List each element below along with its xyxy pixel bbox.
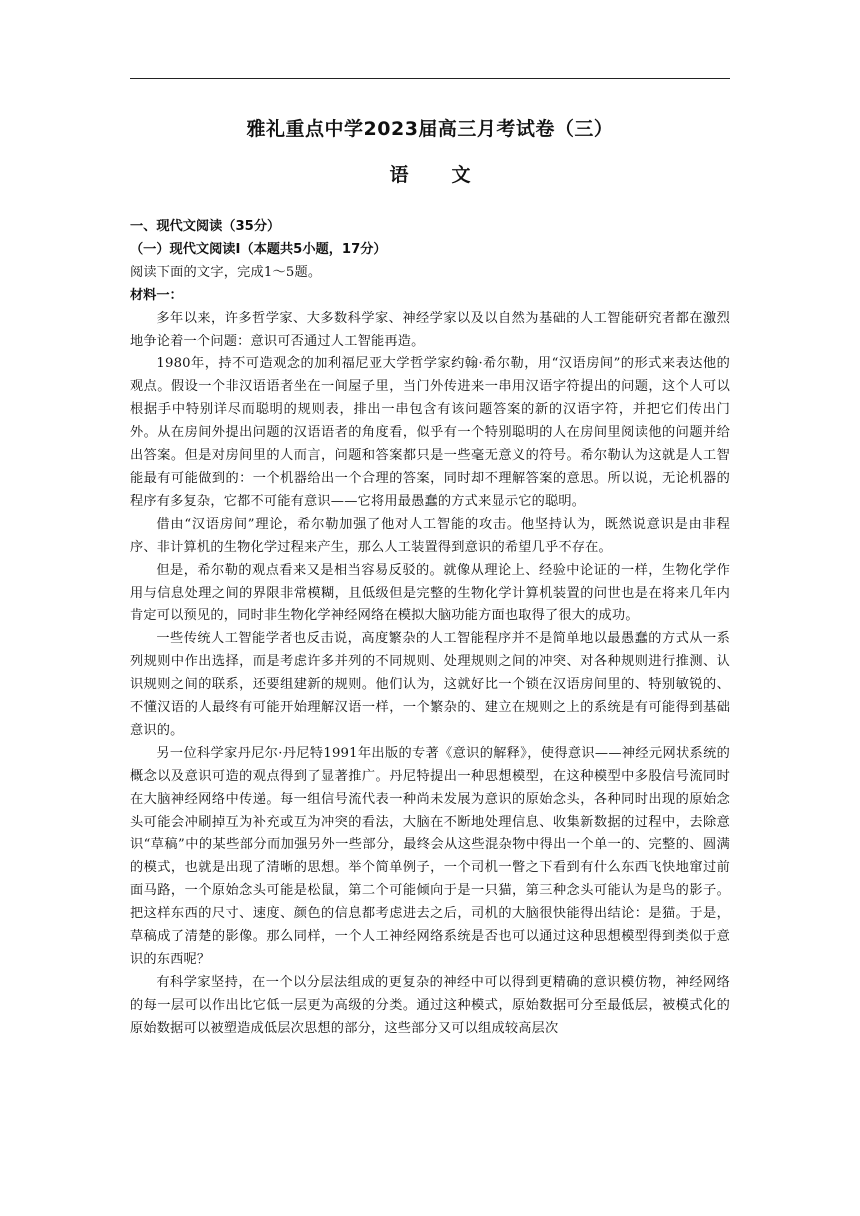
exam-title: 雅礼重点中学2023届高三月考试卷（三） [246,118,614,140]
subject-title: 语 文 [389,164,483,186]
part-heading: 一、现代文阅读（35分） [130,219,281,234]
reading-instruction: 阅读下面的文字，完成1～5题。 [130,264,322,280]
body-paragraph: 1980年，持不可造观念的加利福尼亚大学哲学家约翰·希尔勒，用“汉语房间”的形式来表达他的观点。假设一个非汉语语者坐在一间屋子里，当门外传进来一串用汉语字符提出的问题，这个人可以根据手中特别详尽而聪明的规则表，排出一串包含有该问题答案的新的汉语字符，并把它们传出门外。从在房间外提出问题的汉语语者的角度看，似乎有一个特别聪明的人在房间里阅读他的问题并给出答案。但是对房间里的人而言，问题和答案都只是一些毫无意义的符号。希尔勒认为这就是人工智能最有可能做到的：一个机器给出一个合理的答案，同时却不理解答案的意思。所以说，无论机器的程序有多复杂，它都不可能有意识——它将用最愚蠢的方式来显示它的聪明。 [130,356,730,509]
sub-heading: （一）现代文阅读Ⅰ（本题共5小题，17分） [130,241,387,257]
body-paragraph: 借由“汉语房间”理论，希尔勒加强了他对人工智能的攻击。他坚持认为，既然说意识是由非程序、非计算机的生物化学过程来产生，那么人工装置得到意识的希望几乎不存在。 [130,516,730,555]
material-label: 材料一： [130,287,183,303]
body-paragraph: 有科学家坚持，在一个以分层法组成的更复杂的神经中可以得到更精确的意识模仿物，神经网络的每一层可以作出比它低一层更为高级的分类。通过这种模式，原始数据可分至最低层，被模式化的原始数据可以被塑造成低层次思想的部分，这些部分又可以组成较高层次 [130,974,730,1036]
body-paragraph: 一些传统人工智能学者也反击说，高度繁杂的人工智能程序并不是简单地以最愚蠢的方式从一系列规则中作出选择，而是考虑许多并列的不同规则、处理规则之间的冲突、对各种规则进行推测、认识规则之间的联系，还要组建新的规则。他们认为，这就好比一个锁在汉语房间里的、特别敏锐的、不懂汉语的人最终有可能开始理解汉语一样，一个繁杂的、建立在规则之上的系统是有可能得到基础意识的。 [130,631,730,738]
body-paragraph: 但是，希尔勒的观点看来又是相当容易反驳的。就像从理论上、经验中论证的一样，生物化学作用与信息处理之间的界限非常模糊，且低级但是完整的生物化学计算机装置的问世也是在将来几年内肯定可以预见的，同时非生物化学神经网络在模拟大脑功能方面也取得了很大的成功。 [130,562,730,624]
body-paragraph: 另一位科学家丹尼尔·丹尼特1991年出版的专著《意识的解释》，使得意识——神经元网状系统的概念以及意识可造的观点得到了显著推广。丹尼特提出一种思想模型，在这种模型中多股信号流同时在大脑神经网络中传递。每一组信号流代表一种尚未发展为意识的原始念头，各种同时出现的原始念头可能会冲刷掉互为补充或互为冲突的看法，大脑在不断地处理信息、收集新数据的过程中，去除意识“草稿”中的某些部分而加强另外一些部分，最终会从这些混杂物中得出一个单一的、完整的、圆满的模式，也就是出现了清晰的思想。举个简单例子，一个司机一瞥之下看到有什么东西飞快地窜过前面马路，一个原始念头可能是松鼠，第二个可能倾向于是一只猫，第三种念头可能认为是鸟的影子。把这样东西的尺寸、速度、颜色的信息都考虑进去之后，司机的大脑很快能得出结论：是猫。于是，草稿成了清楚的影像。那么同样，一个人工神经网络系统是否也可以通过这种思想模型得到类似于意识的东西呢？ [130,745,730,967]
header-rule [130,78,730,79]
exam-content [130,216,730,1041]
body-paragraph: 多年以来，许多哲学家、大多数科学家、神经学家以及以自然为基础的人工智能研究者都在激烈地争论着一个问题：意识可否通过人工智能再造。 [130,310,730,349]
